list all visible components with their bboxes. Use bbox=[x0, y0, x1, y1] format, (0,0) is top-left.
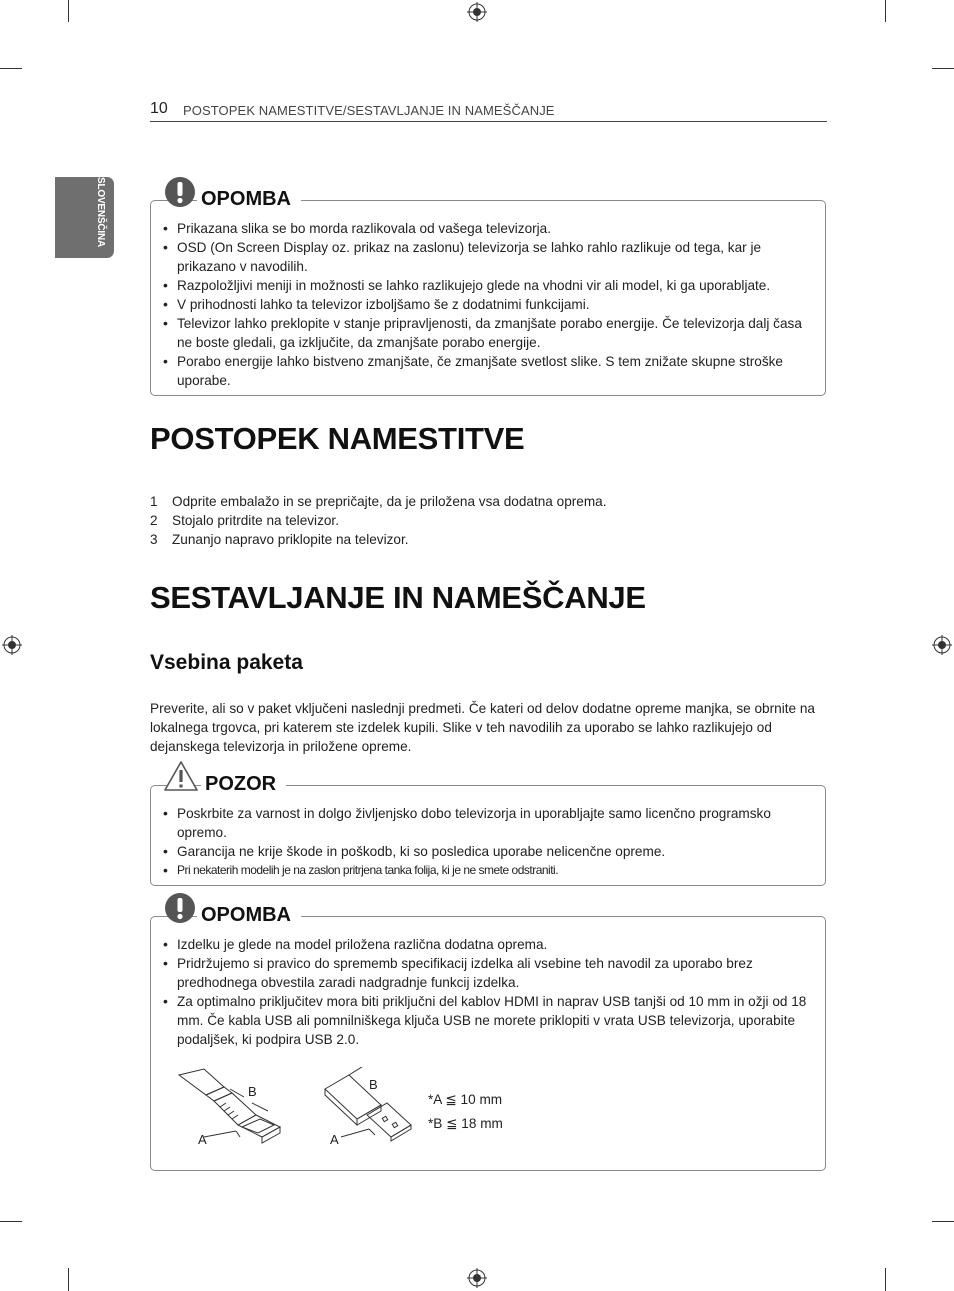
note-label: OPOMBA bbox=[197, 188, 301, 211]
crop-mark bbox=[0, 1221, 22, 1222]
list-item: • V prihodnosti lahko ta televizor izboljšamo še z dodatnimi funkcijami. bbox=[151, 295, 817, 314]
dimension-a-spec: *A ≦ 10 mm bbox=[428, 1092, 503, 1107]
dimension-b-spec: *B ≦ 18 mm bbox=[428, 1116, 503, 1131]
list-item: • Izdelku je glede na model priložena različna dodatna oprema. bbox=[151, 935, 817, 954]
list-item bbox=[150, 492, 607, 511]
list-item: • Poskrbite za varnost in dolgo življenjsko dobo televizorja in uporabljajte samo licenčno programsko opremo. bbox=[151, 804, 817, 842]
section-title: SESTAVLJANJE IN NAMEŠČANJE bbox=[150, 580, 646, 615]
running-title: POSTOPEK NAMESTITVE/SESTAVLJANJE IN NAMEŠČANJE bbox=[183, 103, 555, 118]
note-label: OPOMBA bbox=[197, 904, 301, 927]
list-item: • Za optimalno priključitev mora biti priključni del kablov HDMI in naprav USB tanjši od 10 mm in ožji od 18 mm. Če kabla USB ali pomnilniškega ključa USB ne morete priklopiti v vrata USB televizorja, uporabite podaljšek, ki podpira USB 2.0. bbox=[151, 992, 817, 1049]
language-tab bbox=[55, 177, 114, 258]
exclamation-icon bbox=[165, 893, 195, 923]
subsection-title: Vsebina paketa bbox=[150, 651, 303, 674]
step-number: 3 bbox=[150, 532, 158, 547]
list-item: • Televizor lahko preklopite v stanje pripravljenosti, da zmanjšate porabo energije. Če televizorja dalj časa ne boste gledali, ga izklјučite, da zmanjšate porabo energije. bbox=[151, 314, 817, 352]
crop-mark bbox=[885, 0, 886, 22]
exclamation-icon bbox=[165, 177, 195, 207]
list-item: • Razpoložljivi meniji in možnosti se lahko razlikujejo glede na vhodni vir ali model, ki ga uporabljate. bbox=[151, 276, 817, 295]
header-divider bbox=[150, 121, 827, 122]
crop-mark bbox=[932, 68, 954, 69]
steps-list bbox=[150, 492, 607, 549]
list-item bbox=[150, 530, 607, 549]
step-number: 2 bbox=[150, 513, 158, 528]
dimension-label: B bbox=[248, 1084, 257, 1099]
section-title: POSTOPEK NAMESTITVE bbox=[150, 421, 525, 456]
list-item: • Pri nekaterih modelih je na zaslon pritrjena tanka folija, ki je ne smete odstraniti. bbox=[151, 861, 817, 880]
list-item: • Pridržujemo si pravico do sprememb specifikacij izdelka ali vsebine teh navodil za uporabo brez predhodnega obvestila zaradi nadgradnje funkcij izdelka. bbox=[151, 954, 817, 992]
registration-mark-icon bbox=[467, 2, 487, 22]
crop-mark bbox=[0, 68, 22, 69]
list-item: • Prikazana slika se bo morda razlikovala od vašega televizorja. bbox=[151, 219, 817, 238]
list-item bbox=[150, 511, 607, 530]
page-number: 10 bbox=[150, 100, 168, 117]
registration-mark-icon bbox=[932, 635, 952, 655]
hdmi-connector-illustration bbox=[176, 1067, 286, 1152]
warning-triangle-icon bbox=[163, 760, 199, 792]
list-item: • Porabo energije lahko bistveno zmanjšate, če zmanjšate svetlost slike. S tem znižate skupne stroške uporabe. bbox=[151, 352, 817, 390]
registration-mark-icon bbox=[2, 635, 22, 655]
note-box bbox=[150, 904, 826, 1171]
caution-label: POZOR bbox=[201, 773, 286, 796]
intro-paragraph: Preverite, ali so v paket vključeni naslednji predmeti. Če kateri od delov dodatne opreme manjka, se obrnite na lokalnega trgovca, pri katerem ste izdelek kupili. Slike v teh navodilih za uporabo se lahko razlikujejo od dejanskega televizorja in priložene opreme. bbox=[150, 701, 815, 754]
note-list bbox=[151, 219, 825, 390]
list-item: • OSD (On Screen Display oz. prikaz na zaslonu) televizorja se lahko rahlo razlikuje od tega, kar je prikazano v navodilih. bbox=[151, 238, 817, 276]
step-number: 1 bbox=[150, 494, 158, 509]
step-text: Stojalo pritrdite na televizor. bbox=[172, 513, 339, 528]
dimension-label: A bbox=[198, 1132, 207, 1147]
crop-mark bbox=[68, 1268, 69, 1291]
registration-mark-icon bbox=[467, 1268, 487, 1288]
list-item: • Garancija ne krije škode in poškodb, ki so posledica uporabe nelicenčne opreme. bbox=[151, 842, 817, 861]
dimension-label: B bbox=[369, 1077, 378, 1092]
step-text: Zunanjo napravo priklopite na televizor. bbox=[172, 532, 409, 547]
caution-box bbox=[150, 773, 826, 886]
note-list bbox=[151, 935, 825, 1049]
crop-mark bbox=[885, 1268, 886, 1291]
crop-mark bbox=[68, 0, 69, 22]
language-tab-label: SLOVENŠČINA bbox=[95, 177, 106, 248]
step-text: Odprite embalažo in se prepričajte, da je priložena vsa dodatna oprema. bbox=[172, 494, 607, 509]
caution-list bbox=[151, 804, 825, 880]
crop-mark bbox=[932, 1221, 954, 1222]
dimension-label: A bbox=[330, 1132, 339, 1147]
note-box bbox=[150, 188, 826, 396]
